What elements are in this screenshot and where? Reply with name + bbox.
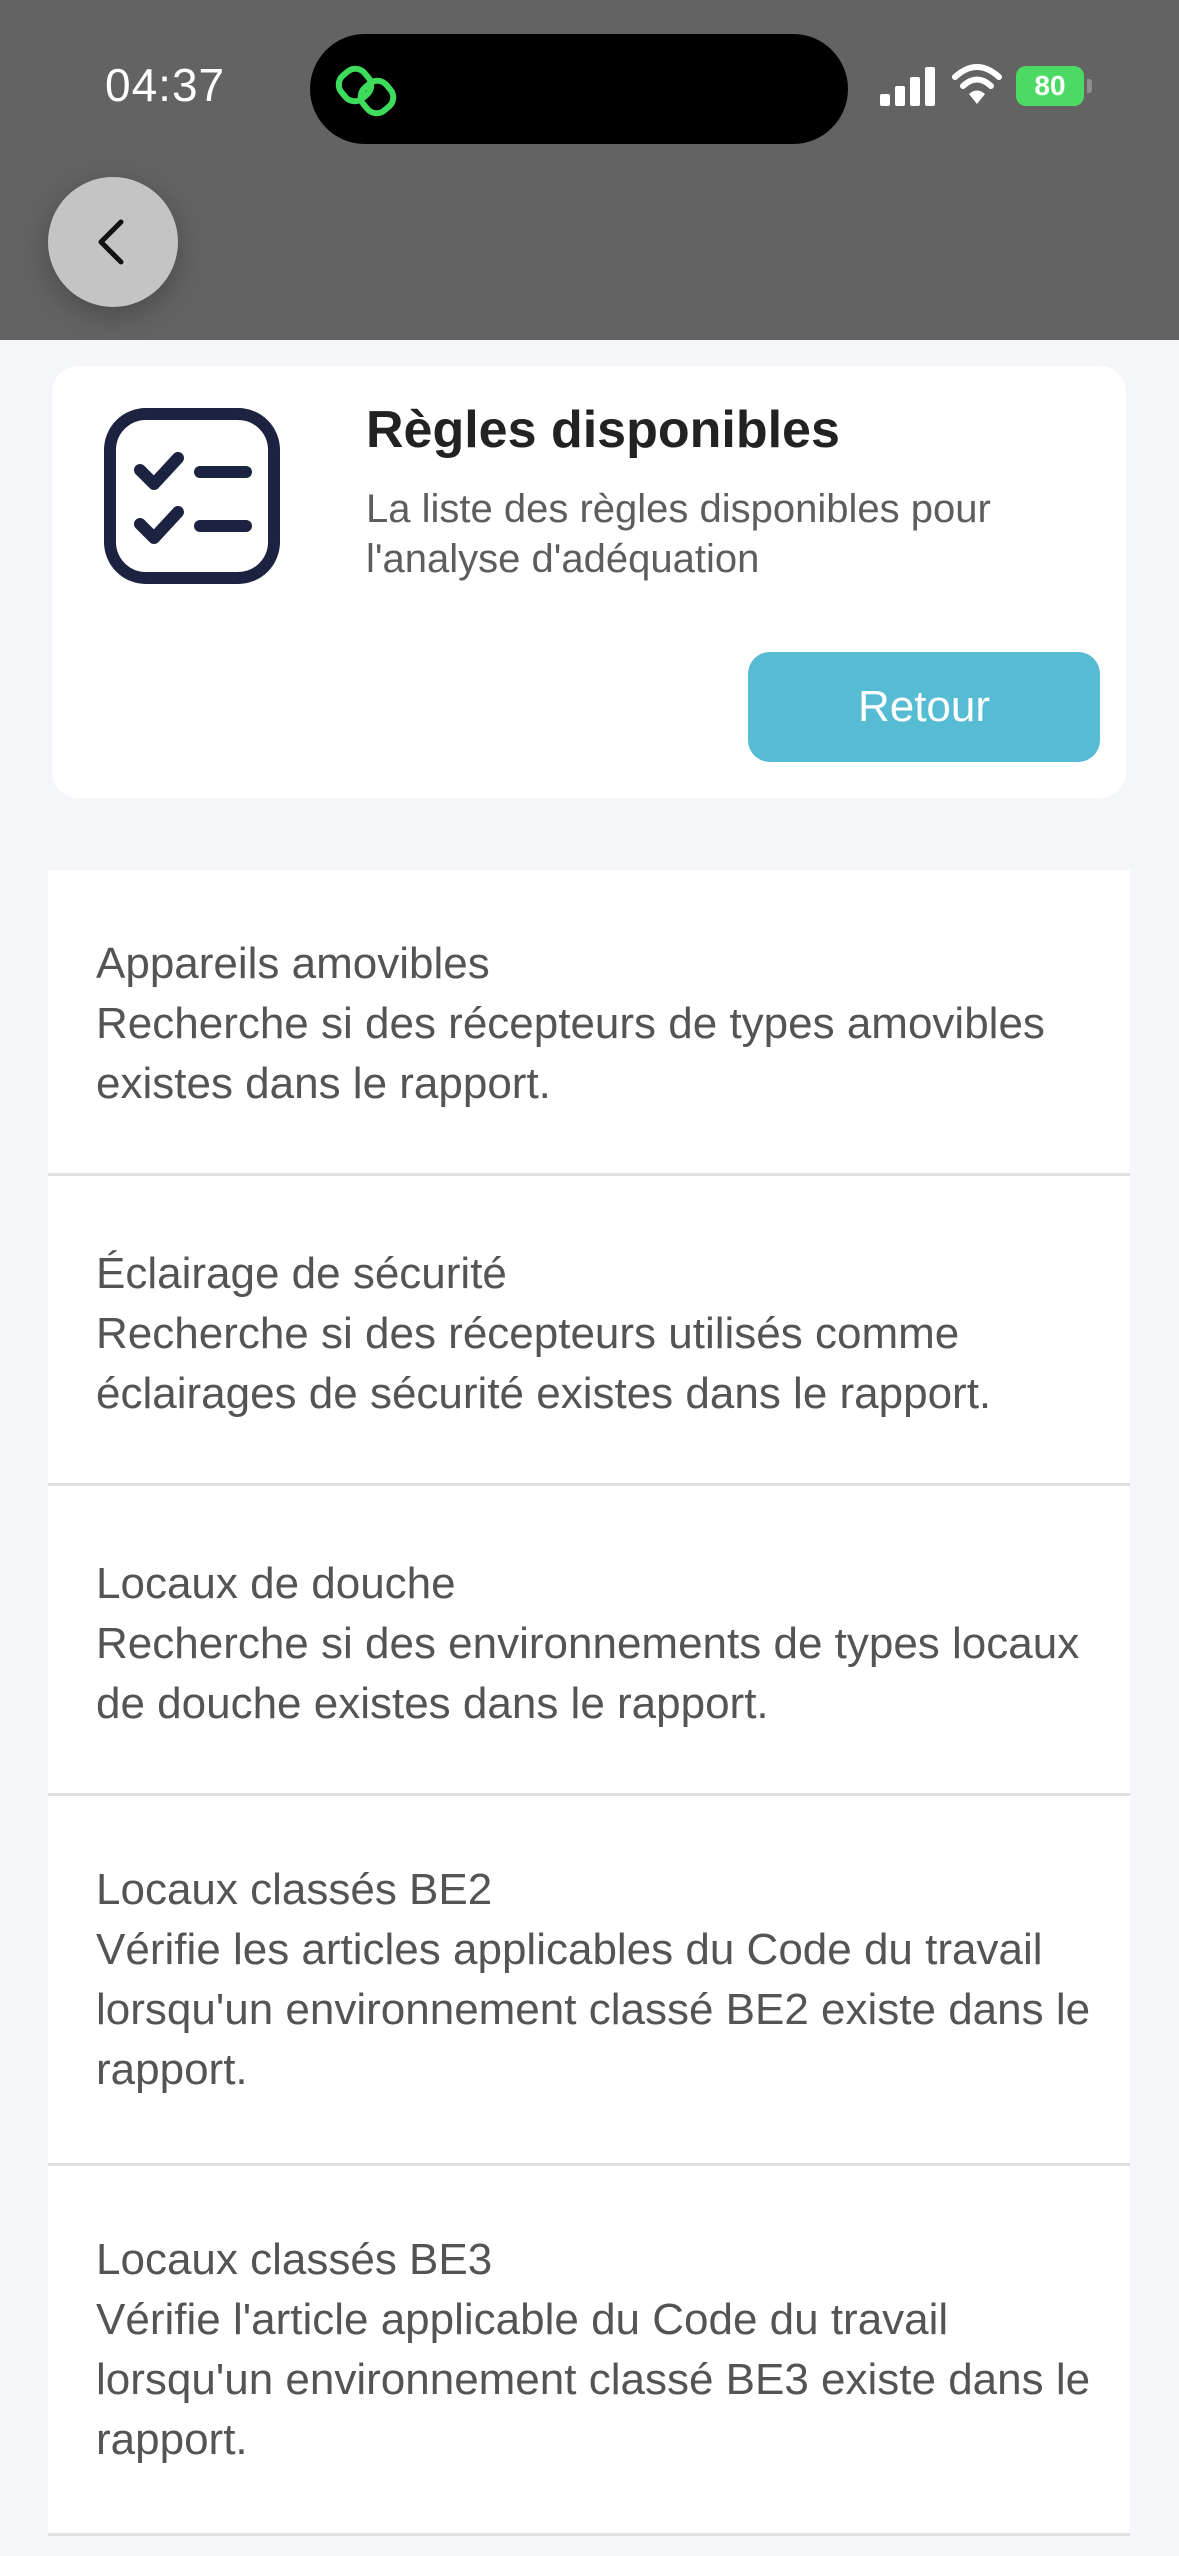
rule-title: Éclairage de sécurité bbox=[96, 1249, 507, 1298]
chevron-left-icon bbox=[85, 214, 141, 270]
battery-level: 80 bbox=[1016, 66, 1084, 106]
wifi-icon bbox=[952, 62, 1002, 106]
rule-description: Recherche si des récepteurs utilisés comme éclairages de sécurité existes dans le rapport. bbox=[96, 1309, 992, 1418]
back-button[interactable] bbox=[48, 177, 178, 307]
battery-tip bbox=[1087, 79, 1092, 93]
dynamic-island bbox=[310, 34, 848, 144]
cellular-signal-icon bbox=[880, 66, 938, 106]
rule-title: Locaux de douche bbox=[96, 1559, 456, 1608]
rule-title: Locaux classés BE3 bbox=[96, 2235, 493, 2284]
rule-description: Recherche si des environnements de types locaux de douche existes dans le rapport. bbox=[96, 1619, 1080, 1728]
list-item bbox=[48, 1176, 1130, 1486]
page-subtitle: La liste des règles disponibles pour l'analyse d'adéquation bbox=[366, 487, 991, 581]
rule-description: Recherche si des récepteurs de types amovibles existes dans le rapport. bbox=[96, 999, 1045, 1108]
top-bar bbox=[0, 0, 1179, 340]
retour-button[interactable]: Retour bbox=[748, 652, 1100, 762]
rule-title: Appareils amovibles bbox=[96, 939, 490, 988]
battery-indicator bbox=[1016, 66, 1092, 106]
page-title: Règles disponibles bbox=[366, 401, 840, 459]
checklist-icon bbox=[96, 400, 288, 592]
list-item bbox=[48, 1796, 1130, 2166]
status-time: 04:37 bbox=[105, 59, 226, 111]
list-item bbox=[48, 870, 1130, 1176]
link-icon bbox=[332, 56, 402, 126]
list-item bbox=[48, 2166, 1130, 2536]
rule-description: Vérifie les articles applicables du Code du travail lorsqu'un environnement classé BE2 existe dans le rapport. bbox=[96, 1925, 1091, 2094]
list-item bbox=[48, 1486, 1130, 1796]
rule-title: Locaux classés BE2 bbox=[96, 1865, 493, 1914]
header-card bbox=[52, 366, 1126, 798]
rule-description: Vérifie l'article applicable du Code du travail lorsqu'un environnement classé BE3 existe dans le rapport. bbox=[96, 2295, 1091, 2464]
